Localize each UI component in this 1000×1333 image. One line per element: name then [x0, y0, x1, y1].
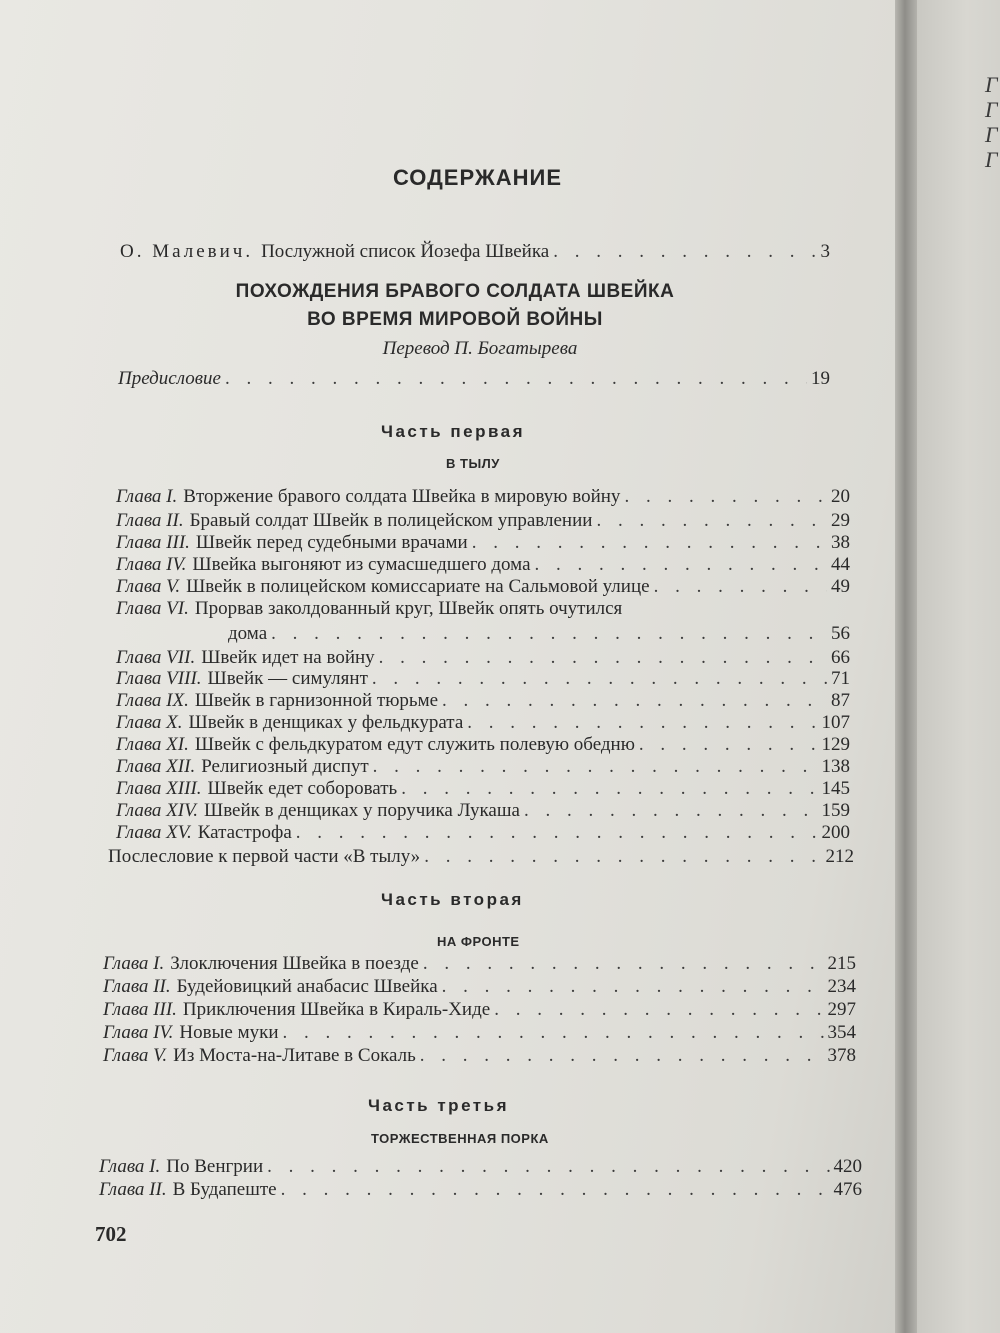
novel-title-line1: ПОХОЖДЕНИЯ БРАВОГО СОЛДАТА ШВЕЙКА — [235, 281, 675, 302]
dot-leader — [283, 1021, 824, 1045]
toc-entry-chapter — [116, 575, 850, 599]
page-ref: 378 — [827, 1045, 856, 1066]
toc-entry-chapter — [103, 1021, 856, 1045]
page-ref: 215 — [827, 953, 856, 974]
dot-leader — [373, 755, 818, 779]
next-page-fragment: Г — [985, 122, 998, 147]
chapter-label: Глава VII. — [116, 647, 196, 668]
chapter-label: Глава II. — [103, 976, 171, 997]
page-ref: 129 — [821, 734, 850, 755]
next-page-fragment: Г — [985, 72, 998, 97]
page-ref: 145 — [821, 778, 850, 799]
chapter-label: Глава XII. — [116, 756, 196, 777]
chapter-title: Прорвав заколдованный круг, Швейк опять очутился — [194, 598, 623, 619]
chapter-label: Глава XI. — [116, 734, 189, 755]
chapter-title: Швейк в полицейском комиссариате на Сальмовой улице — [186, 576, 650, 597]
chapter-title: Новые муки — [179, 1022, 279, 1043]
toc-entry-chapter — [116, 531, 850, 555]
dot-leader — [281, 1178, 830, 1202]
toc-entry-chapter — [103, 998, 856, 1022]
intro-author: О. Малевич. — [120, 241, 254, 262]
chapter-title: Швейк с фельдкуратом едут служить полевую обедню — [194, 734, 635, 755]
dot-leader — [423, 952, 824, 976]
next-page-fragment: Г — [985, 97, 998, 122]
page-ref: 420 — [833, 1156, 862, 1177]
translator-credit: Перевод П. Богатырева — [382, 338, 578, 359]
dot-leader — [401, 777, 817, 801]
toc-entry-intro — [120, 240, 830, 264]
chapter-title: Злоключения Швейка в поезде — [170, 953, 419, 974]
chapter-label: Глава III. — [116, 532, 190, 553]
toc-entry-chapter — [116, 821, 850, 845]
page-number: 702 — [95, 1222, 127, 1246]
page-ref: 297 — [827, 999, 856, 1020]
toc-entry-chapter — [103, 975, 856, 999]
chapter-label: Глава II. — [116, 510, 184, 531]
toc-entry-chapter — [116, 755, 850, 779]
toc-entry-chapter — [99, 1155, 862, 1179]
dot-leader — [424, 845, 821, 869]
toc-entry-chapter — [116, 485, 850, 509]
book-gutter — [895, 0, 917, 1333]
chapter-label: Глава IV. — [116, 554, 187, 575]
page-ref: 3 — [820, 241, 830, 262]
dot-leader — [225, 367, 807, 391]
chapter-title: Швейк едет соборовать — [207, 778, 398, 799]
toc-entry-chapter — [103, 1044, 856, 1068]
chapter-title: Приключения Швейка в Кираль-Хиде — [182, 999, 491, 1020]
page-ref: 138 — [821, 756, 850, 777]
dot-leader — [267, 1155, 829, 1179]
toc-entry-chapter — [116, 799, 850, 823]
chapter-label: Глава I. — [116, 486, 178, 507]
dot-leader — [472, 531, 827, 555]
chapter-title: Швейка выгоняют из сумасшедшего дома — [192, 554, 531, 575]
toc-entry-chapter-continuation — [228, 622, 850, 646]
toc-entry-chapter — [99, 1178, 862, 1202]
chapter-title: Швейк идет на войну — [201, 647, 375, 668]
dot-leader — [442, 975, 824, 999]
chapter-title: Швейк в денщиках у поручика Лукаша — [204, 800, 520, 821]
chapter-label: Глава XIV. — [116, 800, 199, 821]
chapter-title: Вторжение бравого солдата Швейка в мировую войну — [183, 486, 621, 507]
page-ref: 49 — [831, 576, 850, 597]
novel-title-line2: ВО ВРЕМЯ МИРОВОЙ ВОЙНЫ — [307, 309, 603, 330]
dot-leader — [639, 733, 818, 757]
page-ref: 159 — [821, 800, 850, 821]
intro-text: Послужной список Йозефа Швейка — [261, 241, 550, 262]
part-subtitle: НА ФРОНТЕ — [437, 934, 520, 949]
toc-entry-chapter — [116, 597, 850, 621]
toc-entry-chapter — [116, 733, 850, 757]
dot-leader — [524, 799, 818, 823]
chapter-label: Глава I. — [99, 1156, 161, 1177]
toc-entry-chapter — [116, 509, 850, 533]
chapter-label: Глава XIII. — [116, 778, 202, 799]
dot-leader — [296, 821, 818, 845]
chapter-label: Глава II. — [99, 1179, 167, 1200]
preface-label: Предисловие — [118, 368, 221, 389]
page-ref: 476 — [833, 1179, 862, 1200]
page-ref: 234 — [827, 976, 856, 997]
page-ref: 29 — [831, 510, 850, 531]
page-ref: 56 — [831, 623, 850, 644]
part-subtitle: В ТЫЛУ — [446, 456, 500, 471]
chapter-label: Глава VI. — [116, 598, 189, 619]
toc-entry-chapter — [116, 689, 850, 713]
page-ref: 212 — [825, 846, 854, 867]
dot-leader — [467, 711, 817, 735]
toc-entry-preface — [118, 367, 830, 391]
chapter-label: Глава V. — [116, 576, 181, 597]
chapter-title: Катастрофа — [197, 822, 292, 843]
part-subtitle: ТОРЖЕСТВЕННАЯ ПОРКА — [371, 1131, 549, 1146]
dot-leader — [271, 622, 827, 646]
chapter-title: Швейк — симулянт — [207, 668, 368, 689]
part-title: Часть третья — [368, 1096, 509, 1115]
dot-leader — [535, 553, 828, 577]
page-ref: 107 — [821, 712, 850, 733]
page-ref: 87 — [831, 690, 850, 711]
dot-leader — [624, 485, 827, 509]
chapter-label: Глава IX. — [116, 690, 189, 711]
chapter-title: По Венгрии — [166, 1156, 264, 1177]
chapter-title-continuation: дома — [228, 623, 268, 644]
dot-leader — [372, 667, 827, 691]
afterword-text: Послесловие к первой части «В тылу» — [108, 846, 421, 867]
page-ref: 354 — [827, 1022, 856, 1043]
page-ref: 19 — [811, 368, 830, 389]
dot-leader — [442, 689, 827, 713]
toc-entry-chapter — [116, 553, 850, 577]
next-page-fragment: Г — [985, 147, 998, 172]
dot-leader — [420, 1044, 824, 1068]
toc-entry-chapter — [103, 952, 856, 976]
page-ref: 44 — [831, 554, 850, 575]
chapter-label: Глава I. — [103, 953, 165, 974]
chapter-title: В Будапеште — [172, 1179, 277, 1200]
toc-entry-chapter — [116, 777, 850, 801]
chapter-title: Бравый солдат Швейк в полицейском управлении — [189, 510, 593, 531]
chapter-title: Религиозный диспут — [201, 756, 369, 777]
part-title: Часть вторая — [381, 890, 524, 909]
page-ref: 71 — [831, 668, 850, 689]
next-page-text-fragments — [985, 72, 998, 172]
page-ref: 200 — [821, 822, 850, 843]
chapter-title: Из Моста-на-Литаве в Сокаль — [173, 1045, 416, 1066]
toc-entry-afterword — [108, 845, 854, 869]
chapter-label: Глава VIII. — [116, 668, 202, 689]
page-ref: 20 — [831, 486, 850, 507]
dot-leader — [596, 509, 827, 533]
part-title: Часть первая — [381, 422, 526, 441]
page-title: СОДЕРЖАНИЕ — [392, 165, 563, 190]
chapter-title: Швейк перед судебными врачами — [195, 532, 468, 553]
chapter-label: Глава V. — [103, 1045, 168, 1066]
chapter-title: Швейк в гарнизонной тюрьме — [194, 690, 439, 711]
page-ref: 66 — [831, 647, 850, 668]
toc-entry-chapter — [116, 711, 850, 735]
chapter-title: Швейк в денщиках у фельдкурата — [188, 712, 464, 733]
chapter-label: Глава IV. — [103, 1022, 174, 1043]
dot-leader — [553, 240, 816, 264]
chapter-label: Глава XV. — [116, 822, 192, 843]
toc-entry-chapter — [116, 667, 850, 691]
page-ref: 38 — [831, 532, 850, 553]
next-page-edge — [917, 0, 1000, 1333]
dot-leader — [654, 575, 827, 599]
chapter-title: Будейовицкий анабасис Швейка — [176, 976, 438, 997]
dot-leader — [494, 998, 823, 1022]
chapter-label: Глава III. — [103, 999, 177, 1020]
chapter-label: Глава X. — [116, 712, 183, 733]
